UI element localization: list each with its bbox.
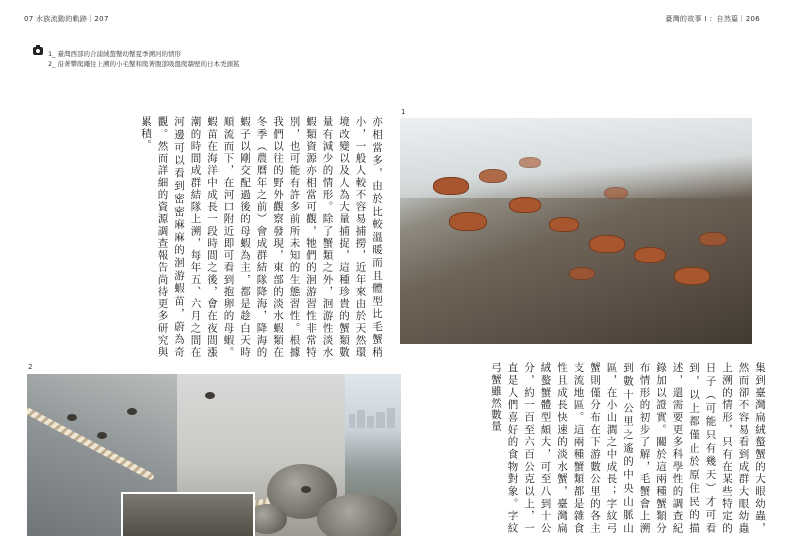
photo-number-2: 2	[28, 363, 33, 371]
caption-1: 1_ 臺灣西部的合浦絨螯蟹幼蟹夏季溯河的情形	[48, 50, 181, 58]
photo-crabs-climbing	[400, 118, 752, 344]
body-text-left: 亦相當多，由於比較溫暖而且體型比毛蟹稍小，一般人較不容易捕撈，近年來由於天然環境改變以及人為大量捕捉，這種珍貴的蟹類數量有減少的情形。除了蟹類之外，洄游性淡水蝦類資源亦相當可觀，牠們的洄游習性非常特別，也可能有許多前所未知的生態習性。根據我們以往的野外觀察發現，東部的淡水蝦類在冬季（農曆年之前）會成群結隊降海，降海的蝦子以剛交配過後的母蝦為主，都是趁白天時順流而下，在河口附近即可看到抱卵的母蝦。蝦苗在海洋中成長一段時間之後，會在夜間漲潮的時間成群結隊上溯，每年五、六月之間在河邊可以看到密密麻麻的洄游蝦苗，蔚為奇觀。然而詳細的資源調查報告尚待更多研究與累積。	[140, 116, 383, 358]
page-header-right: 臺灣的故事 I ：自然篇｜206	[665, 15, 760, 23]
camera-icon	[33, 47, 43, 55]
page-header-left: 07 水族流動的軌跡｜207	[24, 15, 109, 23]
photo-rope-and-wall	[27, 374, 401, 536]
photo-number-1: 1	[401, 108, 406, 116]
body-text-right: 集到臺灣扁絨螯蟹的大眼幼蟲，然而卻不容易看到成群大眼幼蟲上溯的情形，只有在某些特定的日子（可能只有幾天）才可看到，以上都僅止於原住民的描述，還需要更多科學性的調查紀錄加以證實。關於這兩種蟹類分布情形的初步了解，毛蟹會上溯到數十公里之遙的中央山脈山區，在小山澗之中成長；字紋弓蟹則僅分布在下游數公里的各主支流地區。這兩種蟹類都是雜食性且成長快速的淡水蟹，臺灣扁絨螯蟹體型頗大，可至八到十公分，約一百至六百公克以上，一直是人們喜好的食物對象。字紋弓蟹雖然數量	[490, 362, 766, 534]
photo-captions	[48, 49, 239, 69]
caption-2: 2_ 沿著攀爬繩往上溯的小毛蟹和爬著腹部吸盤爬牆壁的日本禿頭鯊	[48, 60, 240, 68]
